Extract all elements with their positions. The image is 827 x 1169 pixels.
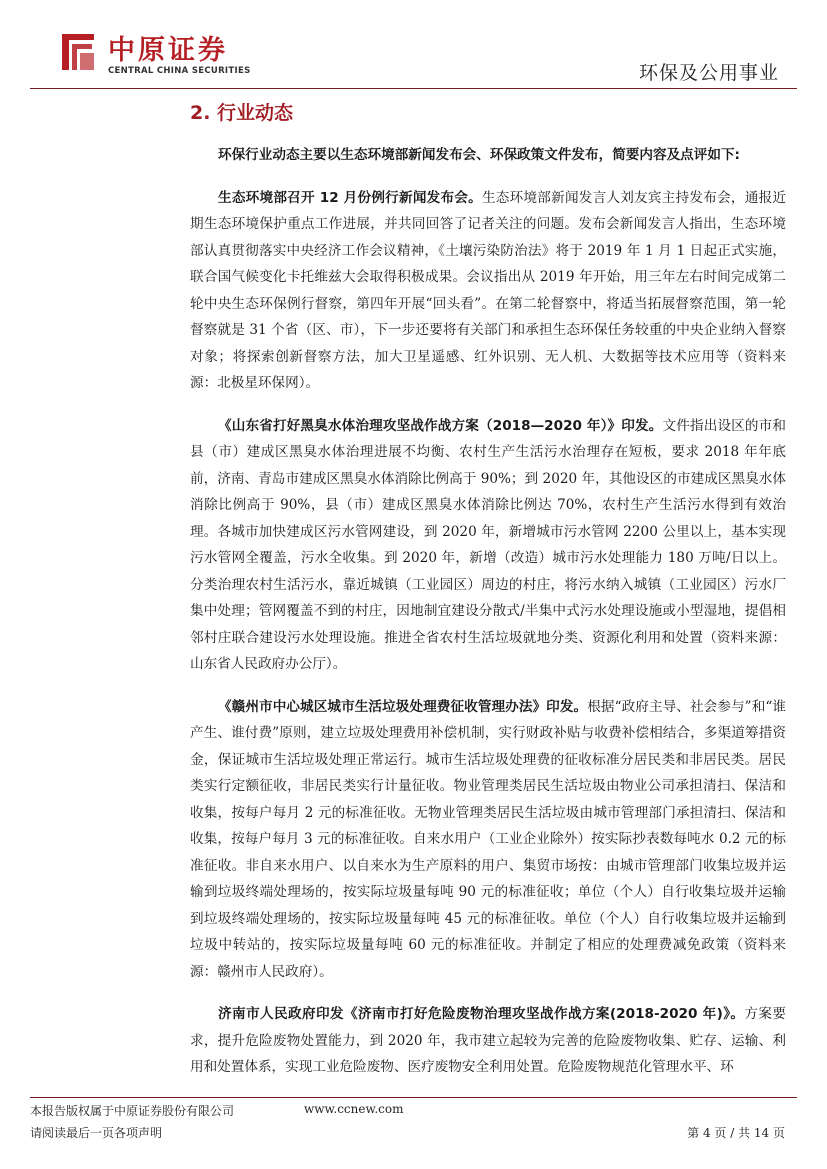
news-item <box>190 185 786 397</box>
company-name-en: CENTRAL CHINA SECURITIES <box>108 66 251 76</box>
news-item-body: 根据“政府主导、社会参与”和“谁产生、谁付费”原则，建立垃圾处理费用补偿机制，实行财政补贴与收费补偿相结合，多渠道筹措资金，保证城市生活垃圾处理正常运行。城市生活垃圾处理费的征收标准分居民类和非居民类。居民类实行定额征收，非居民类实行计量征收。物业管理类居民生活垃圾由物业公司承担清扫、保洁和收集，按每户每月 2 元的标准征收。无物业管理类居民生活垃圾由城市管理部门承担清扫、保洁和收集，按每户每月 3 元的标准征收。自来水用户（工业企业除外）按实际抄表数每吨水 0.2 元的标准征收。非自来水用户、以自来水为生产原料的用户、集贸市场按：由城市管理部门收集垃圾并运输到垃圾终端处理场的，按实际垃圾量每吨 90 元的标准征收；单位（个人）自行收集垃圾并运输到垃圾终端处理场的，按实际垃圾量每吨 45 元的标准征收。单位（个人）自行收集垃圾并运输到垃圾中转站的，按实际垃圾量每吨 60 元的标准征收。并制定了相应的处理费减免政策（资料来源：赣州市人民政府）。 <box>190 698 786 980</box>
news-item <box>190 1001 786 1081</box>
page-header <box>0 0 827 92</box>
central-china-securities-logo-icon <box>58 30 98 74</box>
intro-text: 环保行业动态主要以生态环境部新闻发布会、环保政策文件发布，简要内容及点评如下: <box>218 147 740 163</box>
section-title: 2. 行业动态 <box>190 102 294 124</box>
footer-copyright: 本报告版权属于中原证券股份有限公司 <box>30 1104 235 1118</box>
news-item <box>190 413 786 678</box>
footer-website[interactable]: www.ccnew.com <box>304 1102 404 1116</box>
page-number: 第 4 页 / 共 14 页 <box>687 1126 785 1140</box>
intro-paragraph <box>190 142 786 169</box>
news-item-title: 《赣州市中心城区城市生活垃圾处理费征收管理办法》印发。 <box>218 698 588 715</box>
news-item-body: 生态环境部新闻发言人刘友宾主持发布会，通报近期生态环境保护重点工作进展，并共同回答了记者关注的问题。发布会新闻发言人指出，生态环境部认真贯彻落实中央经济工作会议精神，《土壤污染防治法》将于 2019 年 1 月 1 日起正式实施，联合国气候变化卡托维兹大会取得积极成果。会议指出从 2019 年开始，用三年左右时间完成第二轮中央生态环保例行督察，第四年开展“回头看”。在第二轮督察中，将适当拓展督察范围，第一轮督察就是 31 个省（区、市），下一步还要将有关部门和承担生态环保任务较重的中央企业纳入督察对象；将探索创新督察方法，加大卫星遥感、红外识别、无人机、大数据等技术应用等（资料来源：北极星环保网）。 <box>190 189 786 391</box>
company-name-cn: 中原证券 <box>108 35 228 66</box>
news-item-title: 生态环境部召开 12 月份例行新闻发布会。 <box>218 189 482 206</box>
news-item-title: 济南市人民政府印发《济南市打好危险废物治理攻坚战作战方案(2018-2020 年)》。 <box>218 1006 745 1022</box>
news-item-body: 文件指出设区的市和县（市）建成区黑臭水体治理进展不均衡、农村生产生活污水治理存在短板，要求 2018 年年底前，济南、青岛市建成区黑臭水体消除比例高于 90%；到 2020 年，其他设区的市建成区黑臭水体消除比例高于 90%，县（市）建成区黑臭水体消除比例达 70%，农村生产生活污水得到有效治理。各城市加快建成区污水管网建设，到 2020 年，新增城市污水管网 2200 公里以上，基本实现污水管网全覆盖，污水全收集。到 2020 年，新增（改造）城市污水处理能力 180 万吨/日以上。分类治理农村生活污水，靠近城镇（工业园区）周边的村庄，将污水纳入城镇（工业园区）污水厂集中处理；管网覆盖不到的村庄，因地制宜建设分散式/半集中式污水处理设施或小型湿地，提倡相邻村庄联合建设污水处理设施。推进全省农村生活垃圾就地分类、资源化利用和处置（资料来源：山东省人民政府办公厅）。 <box>190 417 786 672</box>
footer-divider <box>30 1097 797 1098</box>
news-item-body: 方案要求，提升危险废物处置能力，到 2020 年，我市建立起较为完善的危险废物收集、贮存、运输、利用和处置体系，实现工业危险废物、医疗废物安全利用处置。危险废物规范化管理水平、环 <box>190 1006 786 1075</box>
sector-label: 环保及公用事业 <box>638 62 779 84</box>
footer-disclaimer: 请阅读最后一页各项声明 <box>30 1126 163 1140</box>
news-item-title: 《山东省打好黑臭水体治理攻坚战作战方案（2018—2020 年）》印发。 <box>218 417 663 434</box>
report-body <box>190 142 786 1097</box>
header-divider <box>30 88 797 89</box>
news-item <box>190 694 786 986</box>
